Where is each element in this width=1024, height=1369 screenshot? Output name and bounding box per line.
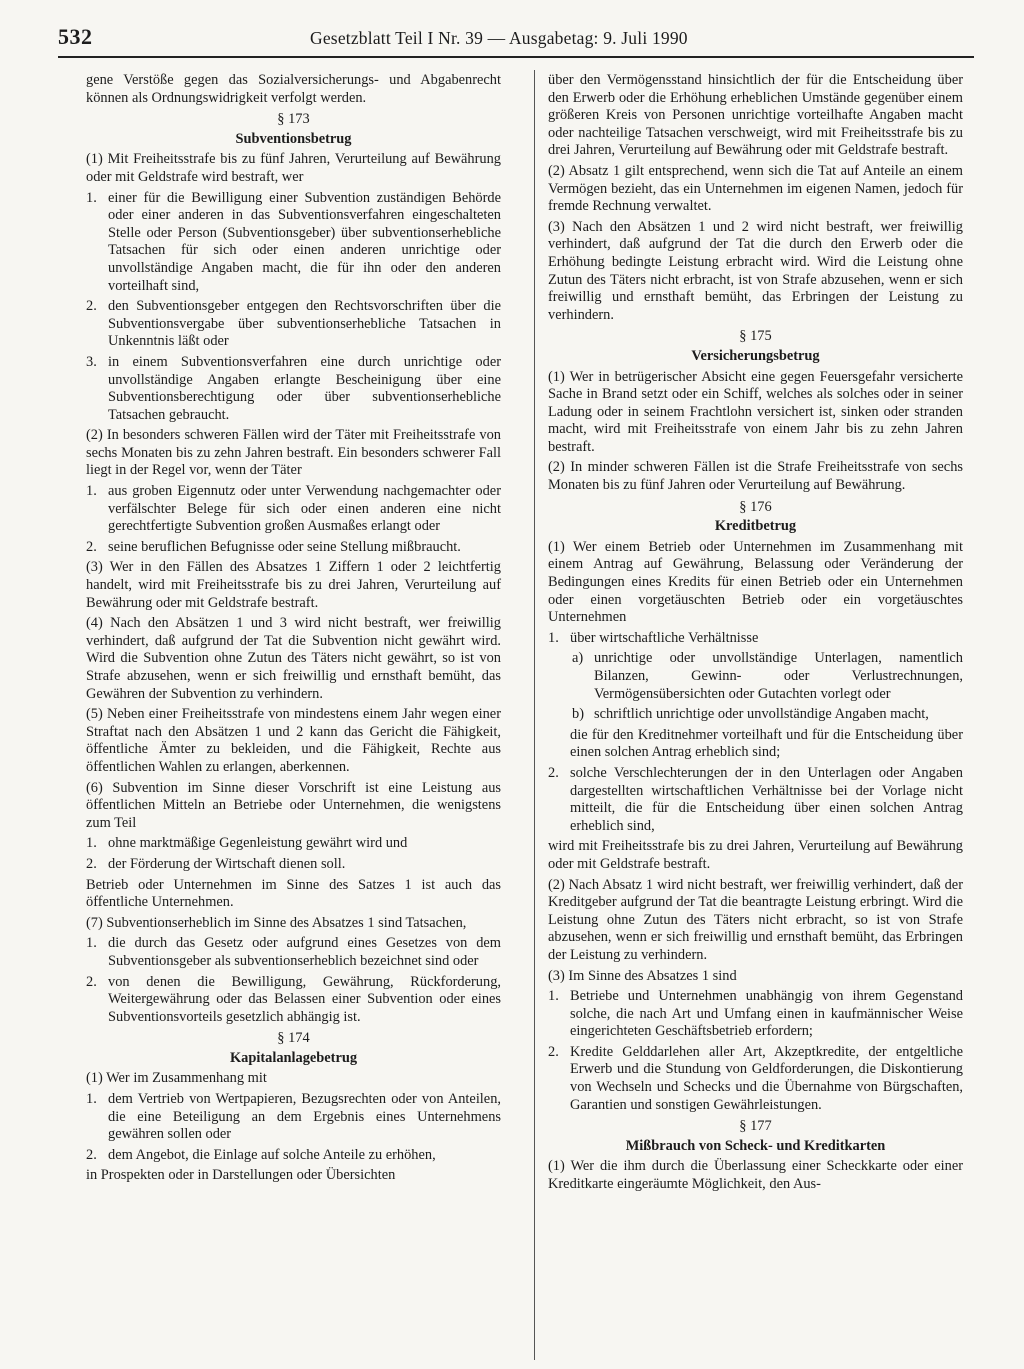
section-title-175: Versicherungsbetrug — [691, 347, 820, 364]
section-number-177: § 177 — [739, 1118, 772, 1135]
s176-paragraph-2: (2) Nach Absatz 1 wird nicht bestraft, wer freiwillig verhindert, daß der Kreditgeber aufgrund der Tat die beantragte Leistung erbringt. Wird die Leistung ohne Zutun des Täters nicht erbracht, so ist von Strafe abzusehen, wenn er sich freiwillig und ernsthaft bemüht, das Erbringen der Leistung zu verhindern. — [548, 876, 963, 963]
s173-p6-item-1: 1. ohne marktmäßige Gegenleistung gewährt wird und — [86, 835, 408, 852]
s176-paragraph-1: (1) Wer einem Betrieb oder Unternehmen im Zusammenhang mit einem Antrag auf Gewährung, Belassung oder Veränderung der Bedingungen eines Kredits für einen Betrieb oder ein Unternehmen oder einen vorgetäuschten Betrieb oder ein vorgetäuschtes Unternehmen — [548, 538, 963, 626]
page-number: 532 — [58, 24, 93, 49]
section-title-176: Kreditbetrug — [714, 518, 797, 535]
gazette-header-title: Gesetzblatt Teil I Nr. 39 — Ausgabetag: 9. Juli 1990 — [310, 28, 688, 48]
s173-p2-item-2: 2. seine beruflichen Befugnisse oder seine Stellung mißbraucht. — [86, 538, 461, 555]
s173-paragraph-3: (3) Wer in den Fällen des Absatzes 1 Ziffern 1 oder 2 leichtfertig handelt, wird mit Freiheitsstrafe bis zu drei Jahren, Verurteilung auf Bewährung oder mit Geldstrafe bestraft. — [86, 559, 501, 611]
section-number-173: § 173 — [277, 111, 310, 128]
s174-item-1: 1. dem Vertrieb von Wertpapieren, Bezugsrechten oder von Anteilen, die eine Beteiligung an dem Ergebnis eines Unternehmens gewähren sollen oder — [86, 1091, 501, 1143]
s176-item-1-sub-b: b) schriftlich unrichtige oder unvollständige Angaben macht, — [572, 706, 929, 723]
section-title-174: Kapitalanlagebetrug — [229, 1049, 358, 1066]
section-title-173: Subventionsbetrug — [235, 130, 352, 147]
s176-p3-item-2: 2. Kredite Gelddarlehen aller Art, Akzeptkredite, der entgeltliche Erwerb und die Stundung von Geldforderungen, die Diskontierung von Wechseln und Schecks und die Übernahme von Bürgschaften, Garantien und sonstigen Gewährleistungen. — [548, 1043, 963, 1113]
s174-continuation: über den Vermögensstand hinsichtlich der für die Entscheidung über den Erwerb oder die Erhöhung erheblichen Umstände gegenüber einem größeren Kreis von Personen unrichtige vorteilhafte Angaben macht oder nachteilige Tatsachen verschweigt, wird mit Freiheitsstrafe bis zu drei Jahren, Verurteilung auf Bewährung oder mit Geldstrafe bestraft. — [548, 72, 963, 159]
s173-p6-after: Betrieb oder Unternehmen im Sinne des Satzes 1 ist auch das öffentliche Unternehmen. — [86, 876, 501, 911]
page-header — [58, 22, 974, 58]
section-number-176: § 176 — [739, 498, 772, 515]
s175-paragraph-1: (1) Wer in betrügerischer Absicht eine gegen Feuersgefahr versicherte Sache in Brand setzt oder ein Schiff, welches als solches oder in seiner Ladung oder in seinem Frachtlohn versichert ist, sinken oder stranden macht, wird mit Freiheitsstrafe von einem Jahr bis zu zehn Jahren bestraft. — [548, 368, 963, 455]
s173-p1-item-1: 1. einer für die Bewilligung einer Subvention zuständigen Behörde oder einer anderen in das Subventionsverfahren eingeschalteten Stelle oder Person (Subventionsgeber) über subventionserhebliche Tatsachen für sich oder einen anderen unrichtige oder unvollständige Angaben macht, die für ihn oder den anderen vorteilhaft sind, — [86, 189, 501, 294]
s173-p7-item-1: 1. die durch das Gesetz oder aufgrund eines Gesetzes von dem Subventionsgeber als subventionserheblich bezeichnet sind oder — [86, 935, 501, 969]
s177-paragraph-1: (1) Wer die ihm durch die Überlassung einer Scheckkarte oder einer Kreditkarte eingeräumte Möglichkeit, den Aus- — [548, 1158, 963, 1193]
s173-paragraph-5: (5) Neben einer Freiheitsstrafe von mindestens einem Jahr wegen einer Straftat nach den Absätzen 1 und 2 kann das Gericht die Fähigkeit, öffentliche Ämter zu bekleiden, und die Fähigkeit, Rechte aus öffentlichen Wahlen zu erlangen, aberkennen. — [86, 706, 501, 775]
s173-p1-item-2: 2. den Subventionsgeber entgegen den Rechtsvorschriften über die Subventionsvergabe über subventionserhebliche Tatsachen in Unkenntnis läßt oder — [86, 298, 501, 350]
section-number-175: § 175 — [739, 328, 772, 345]
s174-paragraph-1: (1) Wer im Zusammenhang mit — [86, 1070, 267, 1087]
s173-paragraph-2: (2) In besonders schweren Fällen wird der Täter mit Freiheitsstrafe von sechs Monaten bis zu zehn Jahren bestraft. Ein besonders schwerer Fall liegt in der Regel vor, wenn der Täter — [86, 427, 501, 479]
intro-paragraph: gene Verstöße gegen das Sozialversicherungs- und Abgabenrecht können als Ordnungswidrigkeit verfolgt werden. — [86, 72, 501, 106]
s176-item-1-sub-a: a) unrichtige oder unvollständige Unterlagen, namentlich Bilanzen, Gewinn- oder Verlustrechnungen, Vermögensübersichten oder Gutachten vorlegt oder — [572, 650, 963, 702]
s173-p6-item-2: 2. der Förderung der Wirtschaft dienen soll. — [86, 855, 346, 872]
s174-paragraph-3: (3) Nach den Absätzen 1 und 2 wird nicht bestraft, wer freiwillig verhindert, daß aufgrund der Tat die durch den Erwerb oder die Erhöhung bedingte Leistung erbracht wird. Wird die Leistung ohne Zutun des Täters nicht erbracht, ist von Strafe abzusehen, wenn er sich freiwillig und ernsthaft bemüht, das Erbringen der Leistung zu verhindern. — [548, 218, 963, 323]
section-title-177: Mißbrauch von Scheck- und Kreditkarten — [625, 1137, 886, 1154]
s174-item-2: 2. dem Angebot, die Einlage auf solche Anteile zu erhöhen, — [86, 1146, 436, 1163]
right-column — [548, 72, 963, 1197]
s173-p7-item-2: 2. von denen die Bewilligung, Gewährung, Rückforderung, Weitergewährung oder das Belassen einer Subvention oder eines Subventionsvorteils gesetzlich abhängig ist. — [86, 973, 501, 1025]
s173-paragraph-6: (6) Subvention im Sinne dieser Vorschrift ist eine Leistung aus öffentlichen Mitteln an Betriebe oder Unternehmen, die wenigstens zum Teil — [86, 779, 501, 831]
s173-paragraph-7: (7) Subventionserheblich im Sinne des Absatzes 1 sind Tatsachen, — [86, 914, 467, 931]
s174-tail: in Prospekten oder in Darstellungen oder Übersichten — [86, 1167, 396, 1184]
column-divider — [534, 70, 535, 1360]
s176-item-2: 2. solche Verschlechterungen der in den Unterlagen oder Angaben dargestellten wirtschaftlichen Verhältnisse bei der Vorlage nicht mitteilt, die für die Entscheidung über einen solchen Antrag erheblich sind, — [548, 764, 963, 834]
s176-paragraph-1-end: wird mit Freiheitsstrafe bis zu drei Jahren, Verurteilung auf Bewährung oder mit Geldstrafe bestraft. — [548, 838, 963, 872]
section-number-174: § 174 — [277, 1030, 310, 1047]
s176-paragraph-3: (3) Im Sinne des Absatzes 1 sind — [548, 967, 737, 984]
s176-p3-item-1: 1. Betriebe und Unternehmen unabhängig von ihrem Gegenstand solche, die nach Art und Umfang einen in kaufmännischer Weise eingerichteten Geschäftsbetrieb erfordern; — [548, 988, 963, 1040]
s175-paragraph-2: (2) In minder schweren Fällen ist die Strafe Freiheitsstrafe von sechs Monaten bis zu fünf Jahren oder Verurteilung auf Bewährung. — [548, 459, 963, 494]
s174-paragraph-2: (2) Absatz 1 gilt entsprechend, wenn sich die Tat auf Anteile an einem Vermögen bezieht, das ein Unternehmen im eigenen Namen, jedoch für fremde Rechnung verwaltet. — [548, 162, 963, 215]
s173-paragraph-1: (1) Mit Freiheitsstrafe bis zu fünf Jahren, Verurteilung auf Bewährung oder mit Geldstrafe wird bestraft, wer — [86, 151, 501, 185]
s173-paragraph-4: (4) Nach den Absätzen 1 und 3 wird nicht bestraft, wer freiwillig verhindert, daß aufgrund der Tat die Subvention nicht gewährt wird. Wird die Subvention ohne Zutun des Täters nicht gewährt, so ist von Strafe abzusehen, wenn er sich freiwillig und ernsthaft bemüht, das Gewähren der Subvention zu verhindern. — [86, 615, 501, 702]
s176-item-1: 1. über wirtschaftliche Verhältnisse — [548, 629, 759, 646]
left-column — [86, 72, 501, 1188]
s173-p1-item-3: 3. in einem Subventionsverfahren eine durch unrichtige oder unvollständige Angaben erlangte Bescheinigung über eine Subventionsberechtigung oder über subventionserhebliche Tatsachen gebraucht. — [86, 353, 501, 423]
s173-p2-item-1: 1. aus groben Eigennutz oder unter Verwendung nachgemachter oder verfälschter Belege für sich oder einen anderen eine nicht gerechtfertigte Subvention großen Ausmaßes erlangt oder — [86, 483, 501, 535]
s176-item-1-after: die für den Kreditnehmer vorteilhaft und für die Entscheidung über einen solchen Antrag erheblich sind; — [570, 726, 963, 761]
